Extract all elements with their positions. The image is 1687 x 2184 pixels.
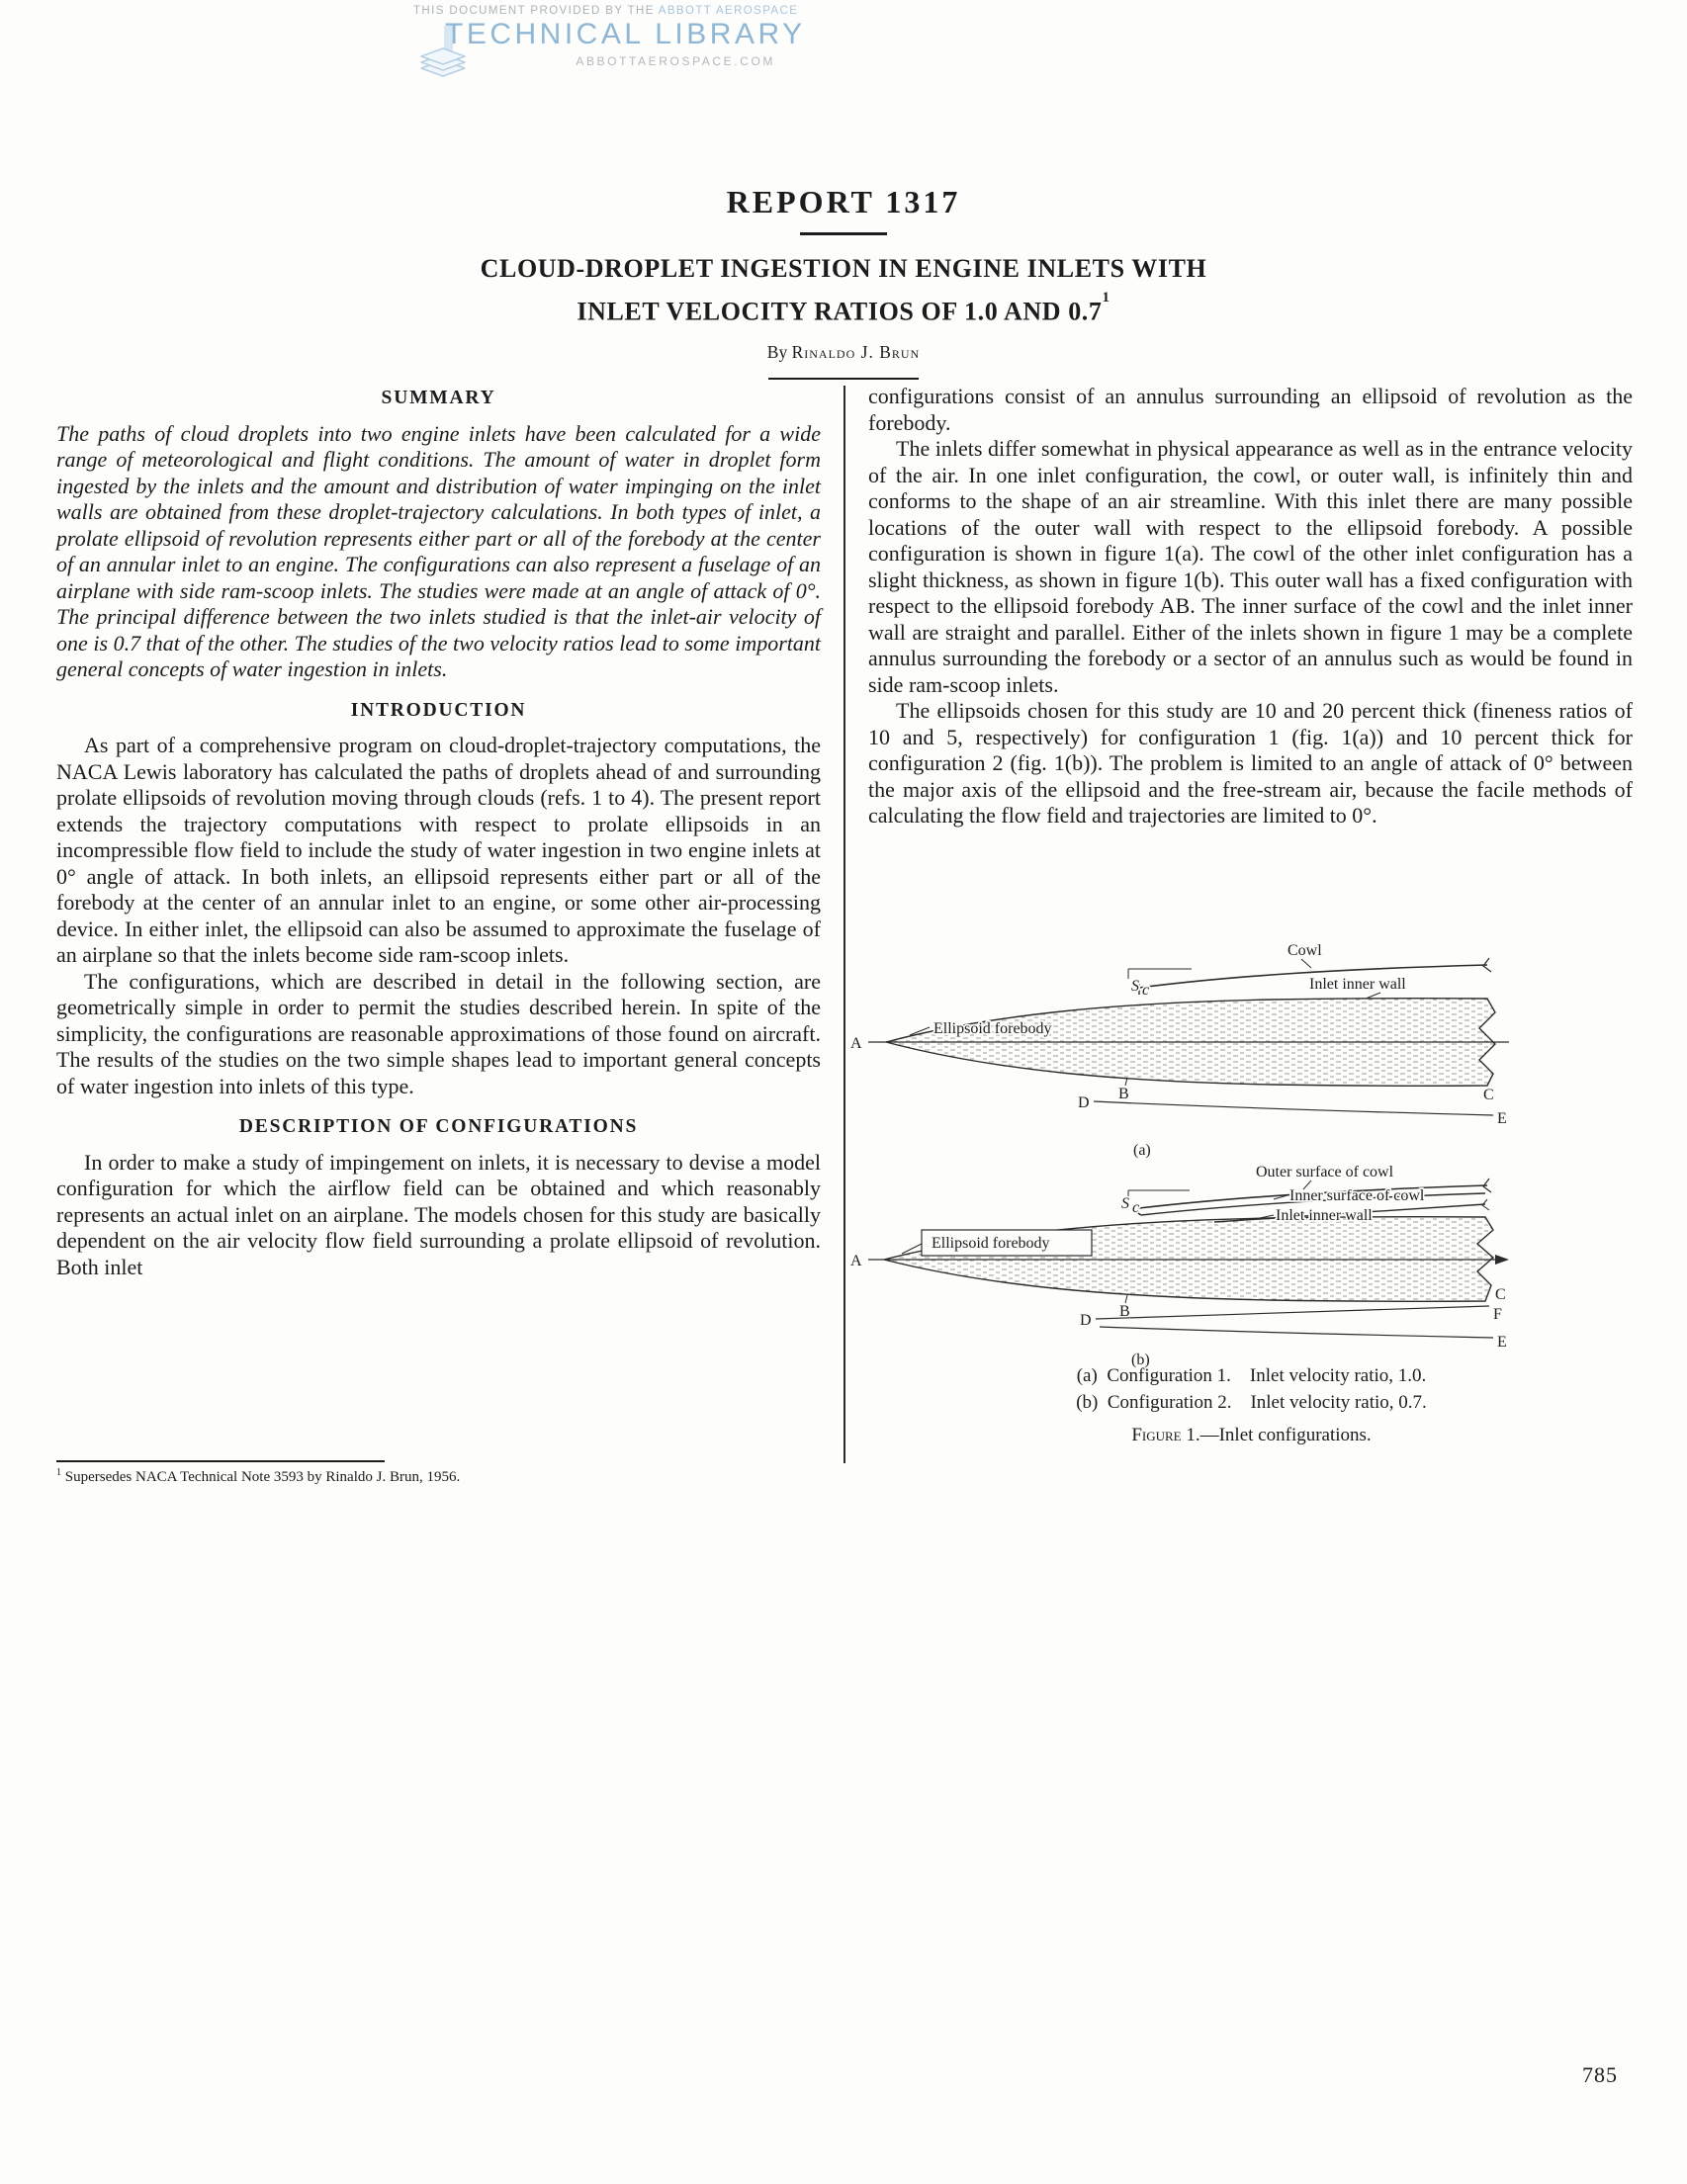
summary-heading: SUMMARY: [381, 388, 496, 408]
point-e-label-a: E: [1497, 1110, 1507, 1127]
inlet-inner-wall-leader-a: [1366, 993, 1380, 999]
document-title-line-1: CLOUD-DROPLET INGESTION IN ENGINE INLETS WITH: [480, 254, 1207, 283]
document-title-line-2: INLET VELOCITY RATIOS OF 1.0 AND 0.7: [577, 297, 1103, 326]
title-divider-rule: [800, 232, 887, 235]
ellipsoid-forebody-label-b: Ellipsoid forebody: [932, 1235, 1050, 1252]
ellipsoid-forebody-label-a: Ellipsoid forebody: [933, 1020, 1052, 1037]
right-paragraph-3: The ellipsoids chosen for this study are 10 and 20 percent thick (fineness ratios of 10 and 5, respectively) for configuration 1 (fig. 1(a)) and 10 percent thick for configuration 2 (fig. 1(b)). The problem is limited to an angle of attack of 0° between the major axis of the ellipsoid and the free-stream air, because the facile methods of calculating the flow field and trajectories are limited to 0°.: [868, 698, 1633, 828]
logo-url: ABBOTTAEROSPACE.COM: [576, 54, 775, 68]
point-b-tick-b: [1125, 1295, 1127, 1303]
cowl-leader-a: [1301, 959, 1311, 968]
figure-main-caption: [868, 1422, 1635, 1448]
figure-1-captions: [868, 1362, 1635, 1448]
page-number: 785: [1582, 2062, 1618, 2087]
point-a-label-a: A: [850, 1035, 862, 1052]
sc-subscript-b: c: [1132, 1199, 1140, 1216]
left-column: [56, 384, 821, 1280]
footnote-rule: [56, 1460, 385, 1462]
column-divider-rule: [844, 386, 845, 1463]
inlet-inner-wall-label-b: Inlet inner wall: [1276, 1207, 1373, 1224]
figure-caption-a: (a) Configuration 1. Inlet velocity ratio, 1.0.: [1076, 1365, 1427, 1386]
axis-arrowhead-b: [1495, 1255, 1509, 1265]
configurations-heading: DESCRIPTION OF CONFIGURATIONS: [238, 1116, 639, 1137]
logo-title: TECHNICAL LIBRARY: [445, 18, 806, 50]
byline-prefix: By: [766, 341, 788, 362]
byline-divider-rule: [768, 378, 919, 380]
inner-surface-label-b: Inner surface of cowl: [1289, 1187, 1425, 1204]
wall-break-b: [1482, 1199, 1489, 1210]
diagram-a-tag: (a): [1133, 1142, 1151, 1159]
point-e-label-b: E: [1497, 1334, 1507, 1351]
title-footnote-marker: 1: [1102, 290, 1110, 306]
configurations-paragraph-1: In order to make a study of impingement on inlets, it is necessary to devise a model configuration for which the airflow field can be obtained and which reasonably represents an actual inlet on an airplane. The models chosen for this study are basically dependent on the air velocity flow field surrounding a prolate ellipsoid of revolution. Both inlet: [56, 1149, 821, 1279]
author-name: Rinaldo J. Brun: [791, 341, 921, 362]
ellipsoid-forebody-shape-a: [886, 999, 1495, 1087]
streamline-d-e-a: [1094, 1101, 1493, 1115]
introduction-paragraph-1: As part of a comprehensive program on cloud-droplet-trajectory computations, the NACA Lewis laboratory has calculated the paths of droplets ahead of and surrounding prolate ellipsoids of revolution moving through clouds (refs. 1 to 4). The present report extends the trajectory computations with respect to prolate ellipsoids in an incompressible flow field to include the study of water ingestion in two engine inlets at 0° angle of attack. In both inlets, an ellipsoid represents either part or all of the forebody at the center of an annular inlet to an engine, or some other air-processing device. In either inlet, the ellipsoid can also be assumed to approximate the fuselage of an airplane so that the inlets become side ram-scoop inlets.: [56, 733, 821, 967]
point-c-label-b: C: [1495, 1286, 1506, 1303]
summary-paragraph: The paths of cloud droplets into two engine inlets have been calculated for a wide range of meteorological and flight conditions. The amount of water in droplet form ingested by the inlets and the amount and distribution of water impinging on the inlet walls are obtained from these droplet-trajectory calculations. In both types of inlet, a prolate ellipsoid of revolution represents either part or all of the forebody at the center of an annular inlet to an engine. The configurations can also represent a fuselage of an airplane with side ram-scoop inlets. The studies were made at an angle of attack of 0°. The principal difference between the two inlets studied is that the inlet-air velocity of one is 0.7 that of the other. The studies of the two velocity ratios lead to some important general concepts of water ingestion in inlets.: [56, 420, 821, 681]
cowl-label: Cowl: [1287, 942, 1322, 959]
point-a-label-b: A: [850, 1253, 862, 1269]
figure-1a-diagram: [846, 935, 1519, 1161]
footnote-text: [56, 1467, 768, 1486]
figure-caption-rest: 1.—Inlet configurations.: [1181, 1425, 1372, 1445]
abbott-aerospace-logo: [413, 5, 806, 68]
streamline-e-b: [1100, 1327, 1493, 1338]
sc-label-b: S: [1121, 1195, 1129, 1212]
point-b-label-b: B: [1119, 1303, 1130, 1320]
stacked-documents-icon: [415, 39, 473, 88]
introduction-heading: INTRODUCTION: [350, 699, 527, 721]
figure-1b-diagram: [846, 1161, 1519, 1370]
right-column: [868, 384, 1633, 830]
point-c-label-a: C: [1483, 1087, 1494, 1103]
point-f-label-b: F: [1493, 1306, 1502, 1323]
footnote-body: Supersedes NACA Technical Note 3593 by Rinaldo J. Brun, 1956.: [64, 1469, 461, 1485]
byline: [0, 342, 1687, 363]
point-d-label-b: D: [1080, 1312, 1092, 1329]
right-paragraph-continuation: configurations consist of an annulus surrounding an ellipsoid of revolution as the forebody.: [868, 384, 1633, 435]
footnote-marker: 1: [56, 1467, 61, 1478]
logo-provided-line: [413, 5, 799, 17]
report-number: REPORT 1317: [726, 184, 961, 219]
right-paragraph-2: The inlets differ somewhat in physical appearance as well as in the entrance velocity of the air. In one inlet configuration, the cowl, or outer wall, is infinitely thin and conforms to the shape of an air streamline. With this inlet there are many possible locations of the outer wall with respect to the ellipsoid forebody. A possible configuration is shown in figure 1(a). The cowl of the other inlet configuration has a slight thickness, as shown in figure 1(b). This outer wall has a fixed configuration with respect to the ellipsoid forebody AB. The inner surface of the cowl and the inlet inner wall are straight and parallel. Either of the inlets shown in figure 1 may be a complete annulus surrounding the forebody or a sector of an annulus such as would be found in side ram-scoop inlets.: [868, 436, 1633, 697]
figure-word: Figure: [1131, 1425, 1182, 1445]
footnote: [56, 1460, 768, 1486]
sc-label-a: S: [1131, 978, 1139, 995]
figure-1: [846, 935, 1519, 1370]
outer-surface-label-b: Outer surface of cowl: [1256, 1164, 1394, 1180]
sc-bracket-b: [1128, 1190, 1190, 1199]
logo-brand-name: ABBOTT AEROSPACE: [658, 5, 799, 17]
point-b-label-a: B: [1118, 1086, 1129, 1102]
logo-provided-prefix: THIS DOCUMENT PROVIDED BY THE: [413, 5, 655, 17]
diagram-b-tag: (b): [1131, 1352, 1150, 1368]
masthead: [0, 184, 1687, 380]
introduction-paragraph-2: The configurations, which are described in detail in the following section, are geometrically simple in order to permit the studies described herein. In spite of the simplicity, the configurations are reasonable approximations of those found on aircraft. The results of the studies on the two simple shapes lead to important general concepts of water ingestion into inlets of this type.: [56, 968, 821, 1098]
point-d-label-a: D: [1078, 1094, 1090, 1111]
figure-caption-b: (b) Configuration 2. Inlet velocity ratio, 0.7.: [1076, 1392, 1427, 1413]
document-title: [0, 250, 1687, 331]
lower-wall-d-f-b: [1096, 1306, 1489, 1319]
inlet-inner-wall-label-a: Inlet inner wall: [1309, 976, 1406, 993]
sc-subscript-a: c: [1142, 982, 1150, 999]
